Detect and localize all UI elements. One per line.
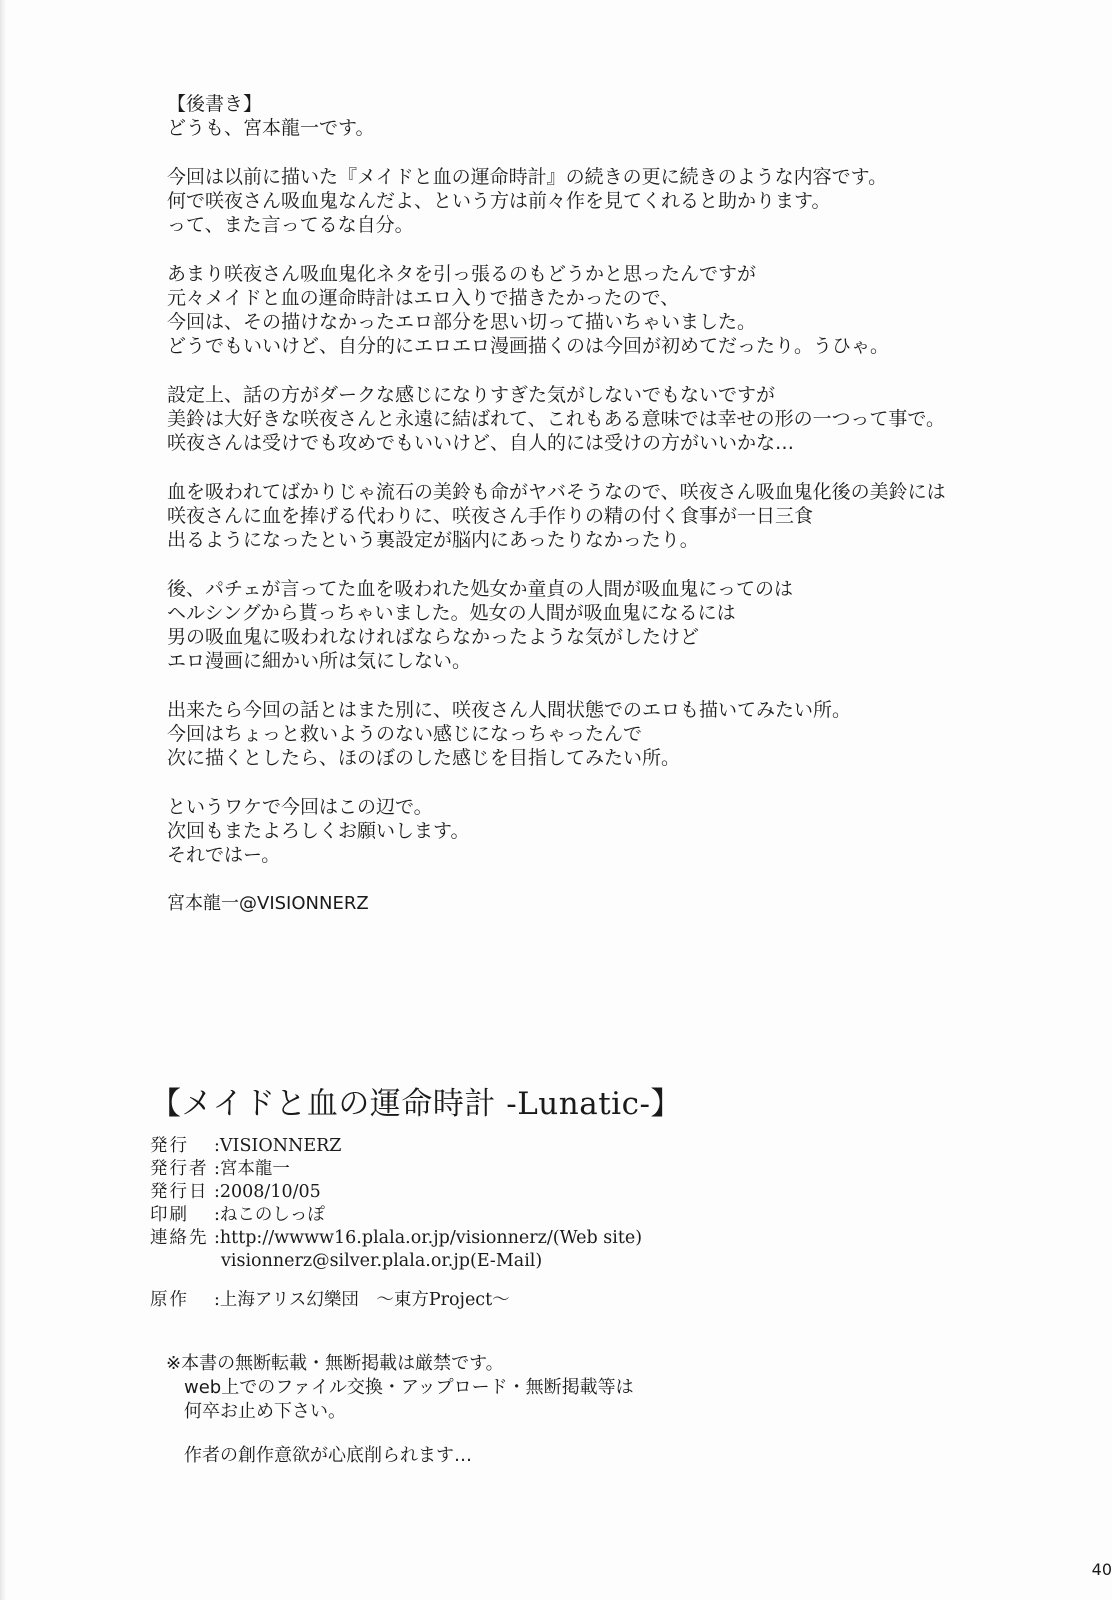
paragraph-line: 咲夜さんは受けでも攻めでもいいけど、自人的には受けの方がいいかな… [167, 432, 795, 454]
notice-line: web上でのファイル交換・アップロード・無断掲載等は [184, 1377, 634, 1398]
paragraph-line: 今回は、その描けなかったエロ部分を思い切って描いちゃいました。 [167, 311, 757, 333]
contact-row [150, 1227, 1050, 1273]
afterword-paragraph [167, 165, 1067, 237]
afterword-intro [167, 92, 1067, 140]
date-label: 発行日 [150, 1182, 209, 1202]
publisher-label: 発行 [150, 1136, 189, 1156]
printer-row [150, 1204, 1050, 1227]
colophon-section [150, 1078, 1050, 1312]
notice-line: 作者の創作意欲が心底削られます… [184, 1445, 472, 1466]
paragraph-line: 美鈴は大好きな咲夜さんと永遠に結ばれて、これもある意味では幸せの形の一つって事で。 [167, 408, 946, 430]
credits-block [150, 1135, 1050, 1312]
afterword-paragraph [167, 480, 1067, 552]
paragraph-line: 出るようになったという裏設定が脳内にあったりなかったり。 [167, 529, 699, 551]
copyright-notice [166, 1352, 1066, 1468]
paragraph-line: 何で咲夜さん吸血鬼なんだよ、という方は前々作を見てくれると助かります。 [167, 190, 831, 212]
issuer-row [150, 1158, 1050, 1181]
afterword-paragraphs [167, 165, 1067, 867]
printer-label: 印刷 [150, 1205, 189, 1225]
afterword-heading: 【後書き】 [167, 93, 263, 115]
afterword-paragraph [167, 577, 1067, 673]
notice-line: ※本書の無断転載・無断掲載は厳禁です。 [166, 1353, 504, 1374]
page-edge-shadow [0, 0, 6, 1600]
afterword-section [167, 92, 1067, 916]
paragraph-line: あまり咲夜さん吸血鬼化ネタを引っ張るのもどうかと思ったんですが [167, 263, 757, 285]
email-address: visionnerz@silver.plala.or.jp(E-Mail) [221, 1251, 543, 1271]
contact-label: 連絡先 [150, 1228, 209, 1248]
notice-line: 何卒お止め下さい。 [184, 1401, 346, 1422]
paragraph-line: ヘルシングから貰っちゃいました。処女の人間が吸血鬼になるには [167, 602, 736, 624]
date-value: :2008/10/05 [214, 1182, 321, 1202]
date-row [150, 1181, 1050, 1204]
afterword-greeting: どうも、宮本龍一です。 [167, 117, 375, 139]
printer-value: :ねこのしっぽ [214, 1205, 325, 1225]
paragraph-line: エロ漫画に細かい所は気にしない。 [167, 650, 472, 672]
afterword-paragraph [167, 262, 1067, 358]
colophon-title: 【メイドと血の運命時計 -Lunatic-】 [150, 1086, 682, 1122]
original-label: 原作 [150, 1290, 189, 1310]
paragraph-line: って、また言ってるな自分。 [167, 214, 414, 236]
paragraph-line: 次回もまたよろしくお願いします。 [167, 820, 470, 842]
paragraph-line: 出来たら今回の話とはまた別に、咲夜さん人間状態でのエロも描いてみたい所。 [167, 699, 852, 721]
paragraph-line: 今回は以前に描いた『メイドと血の運命時計』の続きの更に続きのような内容です。 [167, 166, 888, 188]
paragraph-line: 咲夜さんに血を捧げる代わりに、咲夜さん手作りの精の付く食事が一日三食 [167, 505, 814, 527]
issuer-value: :宮本龍一 [214, 1159, 290, 1179]
contact-values [214, 1227, 642, 1273]
afterword-paragraph [167, 383, 1067, 455]
website-link: :http://wwww16.plala.or.jp/visionnerz/(Web site) [214, 1228, 643, 1248]
page-number: 40 [1091, 1560, 1112, 1579]
paragraph-line: 設定上、話の方がダークな感じになりすぎた気がしないでもないですが [167, 384, 776, 406]
afterword-paragraph [167, 698, 1067, 770]
paragraph-line: 男の吸血鬼に吸われなければならなかったような気がしたけど [167, 626, 700, 648]
paragraph-line: 後、パチェが言ってた血を吸われた処女か童貞の人間が吸血鬼にってのは [167, 578, 794, 600]
paragraph-line: 血を吸われてばかりじゃ流石の美鈴も命がヤバそうなので、咲夜さん吸血鬼化後の美鈴には [167, 481, 946, 503]
original-value: :上海アリス幻樂団 ～東方Project～ [214, 1290, 510, 1310]
publisher-row [150, 1135, 1050, 1158]
paragraph-line: 今回はちょっと救いようのない感じになっちゃったんで [167, 723, 643, 745]
paragraph-line: 次に描くとしたら、ほのぼのした感じを目指してみたい所。 [167, 747, 681, 769]
paragraph-line: どうでもいいけど、自分的にエロエロ漫画描くのは今回が初めてだったり。うひゃ。 [167, 335, 890, 357]
afterword-paragraph [167, 795, 1067, 867]
author-signature: 宮本龍一@VISIONNERZ [167, 893, 369, 914]
paragraph-line: それではー。 [167, 844, 281, 866]
publisher-value: :VISIONNERZ [214, 1136, 342, 1156]
paragraph-line: というワケで今回はこの辺で。 [167, 796, 433, 818]
issuer-label: 発行者 [150, 1159, 209, 1179]
paragraph-line: 元々メイドと血の運命時計はエロ入りで描きたかったので、 [167, 287, 680, 309]
original-work-row [150, 1289, 1050, 1312]
